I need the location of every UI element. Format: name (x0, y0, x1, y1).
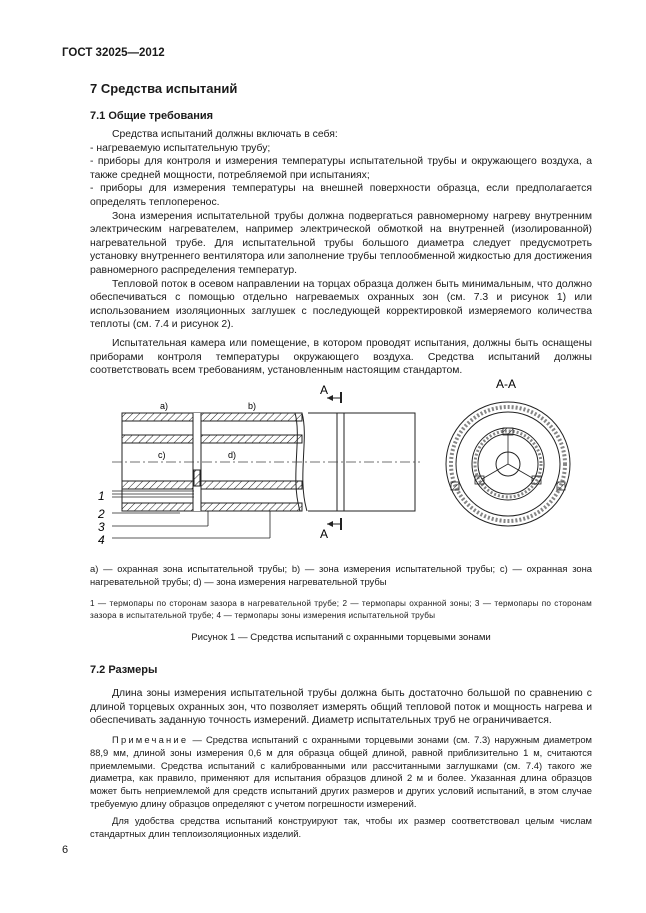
list-item: - приборы для измерения температуры на внешней поверхности образца, если предполагается определять теплоперенос. (90, 183, 592, 208)
subsection-title-dimensions: 7.2 Размеры (90, 664, 158, 676)
document-header: ГОСТ 32025—2012 (62, 47, 165, 59)
section-mark-top: А (320, 383, 329, 397)
zone-label-c: c) (158, 450, 166, 460)
note-label: Примечание (112, 734, 189, 745)
callout-3: 3 (98, 520, 105, 534)
paragraph: Тепловой поток в осевом направлении на торцах образца должен быть минимальным, что должно обеспечиваться с помощью отдельно нагреваемых охранных зон (см. 7.3 и рисунок 1) или использованием изоляционных заглушек с последующей корректировкой измеряемого количества теплоты (см. 7.4 и рисунок 2). (90, 278, 592, 331)
test-pipe-wall-bottom (122, 503, 302, 511)
note-text: — Средства испытаний с охранными торцевыми зонами (см. 7.3) наружным диаметром 88,9 мм, длиной зоны измерения 0,6 м для образца общей длиной, равной приблизительно 1 м, считаются приемлемыми. Средства испытаний с калиброванными или рассчитанными заглушками (см. 7.4) такого же диаметра, как правило, применяют для испытания образцов длиной 2 м и более. Указанная длина образцов может быть неприемлемой для средств испытаний других размеров и других условий испытаний, в этом случае требуемую длину образцов определяют с учетом погрешности измерений. (90, 734, 592, 809)
section-view-title: А-А (496, 378, 517, 391)
heater-pipe-wall-top (122, 435, 302, 443)
subsection-title-general: 7.1 Общие требования (90, 110, 214, 122)
cross-section-view (446, 402, 570, 526)
paragraph: Средства испытаний должны включать в себя: (112, 129, 338, 140)
list-item: - приборы для контроля и измерения температуры испытательной трубы и окружающего воздуха, а также средней мощности, потребляемой при испытаниях; (90, 156, 592, 181)
figure-1-test-apparatus (90, 378, 600, 556)
paragraph: Для удобства средства испытаний конструируют так, чтобы их размер соответствовал целым числам стандартных длин теплоизоляционных изделий. (90, 814, 592, 839)
paragraph: Длина зоны измерения испытательной трубы должна быть достаточно большой по сравнению с длиной торцевых охранных зон, что позволяет измерять общий тепловой поток и мощность нагрева и обеспечивать заданную точность измерений. Диаметр испытательных труб не ограничивается. (90, 688, 592, 727)
test-pipe-wall-top (122, 413, 302, 421)
page-number: 6 (62, 844, 69, 856)
figure-zone-legend: a) — охранная зона испытательной трубы; b) — зона измерения испытательной трубы; c) — охранная зона нагревательной трубы; d) — зона измерения нагревательной трубы (90, 563, 592, 587)
figure-caption: Рисунок 1 — Средства испытаний с охранными торцевыми зонами (191, 632, 491, 643)
section-title: 7 Средства испытаний (90, 81, 238, 96)
gap-thermocouple-block (194, 470, 200, 486)
callout-1: 1 (98, 489, 105, 503)
section-mark-bottom: А (320, 527, 329, 541)
callout-2: 2 (98, 507, 105, 521)
zone-label-a: a) (160, 401, 169, 411)
dimensions-text (90, 687, 592, 728)
paragraph: Зона измерения испытательной трубы должна подвергаться равномерному нагреву внутренним электрическим нагревателем, например электрической обмоткой на внутренней (изолированной) нагревательной трубе. Для испытательной трубы большого диаметра следует предусмотреть установку внутреннего вентилятора или заполнение трубы теплообменной жидкостью для достижения равномерного распределения температур. (90, 210, 592, 276)
callout-4: 4 (98, 533, 105, 547)
zone-label-d: d) (228, 450, 237, 460)
paragraph: Испытательная камера или помещение, в котором проводят испытания, должны быть оснащены приборами контроля температуры окружающего воздуха. Средства испытаний должны соответствовать всем требованиям, установленным настоящим стандартом. (90, 337, 592, 377)
zone-label-b: b) (248, 401, 257, 411)
heater-pipe-wall-bottom (122, 481, 302, 489)
note-block (90, 734, 592, 840)
general-requirements-text (90, 128, 592, 378)
list-item: - нагреваемую испытательную трубу; (90, 142, 271, 154)
figure-items-legend: 1 — термопары по сторонам зазора в нагревательной трубе; 2 — термопары охранной зоны; 3 — термопары по сторонам зазора в испытательной трубе; 4 — термопары зоны измерения испытательной трубы (90, 599, 592, 620)
